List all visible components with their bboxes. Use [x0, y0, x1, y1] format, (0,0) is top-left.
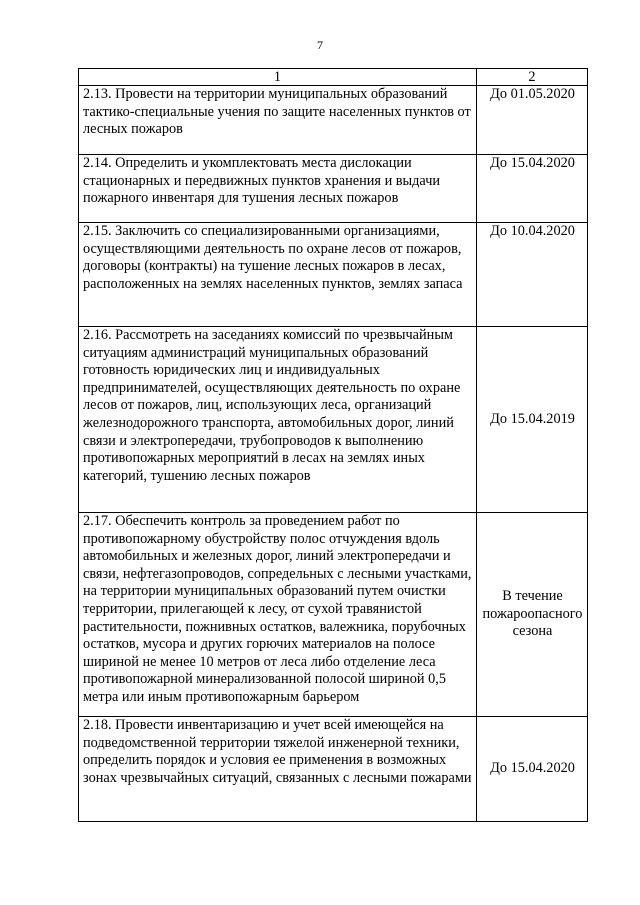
task-cell: 2.17. Обеспечить контроль за проведением работ по противопожарному обустройству полос отчуждения вдоль автомобильных и железных дорог, линий электропередачи и связи, нефтегазопроводов, сопредельных с лесными участками, на территории муниципальных образований путем очистки территории, прилегающей к лесу, от сухой травянистой растительности, пожнивных остатков, валежника, порубочных остатков, мусора и других горючих материалов на полосе шириной не менее 10 метров от леса либо отделение леса противопожарной минерализованной полосой шириной 0,5 метра или иным противопожарным барьером	[79, 513, 477, 717]
task-cell: 2.18. Провести инвентаризацию и учет всей имеющейся на подведомственной территории тяжелой инженерной техники, определить порядок и условия ее применения в возможных зонах чрезвычайных ситуаций, связанных с лесными пожарами	[79, 717, 477, 822]
deadline-cell: До 15.04.2020	[477, 155, 588, 223]
table-row	[79, 86, 588, 155]
table-row	[79, 155, 588, 223]
task-cell: 2.14. Определить и укомплектовать места дислокации стационарных и передвижных пунктов хранения и выдачи пожарного инвентаря для тушения лесных пожаров	[79, 155, 477, 223]
deadline-cell: До 15.04.2019	[477, 327, 588, 513]
measures-table	[78, 68, 588, 822]
page-number: 7	[317, 38, 323, 52]
deadline-cell: До 01.05.2020	[477, 86, 588, 155]
table-row	[79, 223, 588, 327]
table-header-row	[79, 69, 588, 86]
task-cell: 2.16. Рассмотреть на заседаниях комиссий по чрезвычайным ситуациям администраций муниципальных образований готовность юридических лиц и индивидуальных предпринимателей, осуществляющих деятельность по охране лесов от пожаров, лиц, использующих леса, организаций железнодорожного транспорта, автомобильных дорог, линий связи и электропередачи, трубопроводов к выполнению противопожарных мероприятий в лесах на землях иных категорий, тушению лесных пожаров	[79, 327, 477, 513]
table-row	[79, 717, 588, 822]
deadline-cell: В течение пожароопасного сезона	[477, 513, 588, 717]
deadline-cell: До 15.04.2020	[477, 717, 588, 822]
table-row	[79, 513, 588, 717]
column-header-task: 1	[79, 69, 477, 86]
table-row	[79, 327, 588, 513]
task-cell: 2.15. Заключить со специализированными организациями, осуществляющими деятельность по охране лесов от пожаров, договоры (контракты) на тушение лесных пожаров в лесах, расположенных на землях населенных пунктов, землях запаса	[79, 223, 477, 327]
column-header-deadline: 2	[477, 69, 588, 86]
deadline-cell: До 10.04.2020	[477, 223, 588, 327]
task-cell: 2.13. Провести на территории муниципальных образований тактико-специальные учения по защите населенных пунктов от лесных пожаров	[79, 86, 477, 155]
